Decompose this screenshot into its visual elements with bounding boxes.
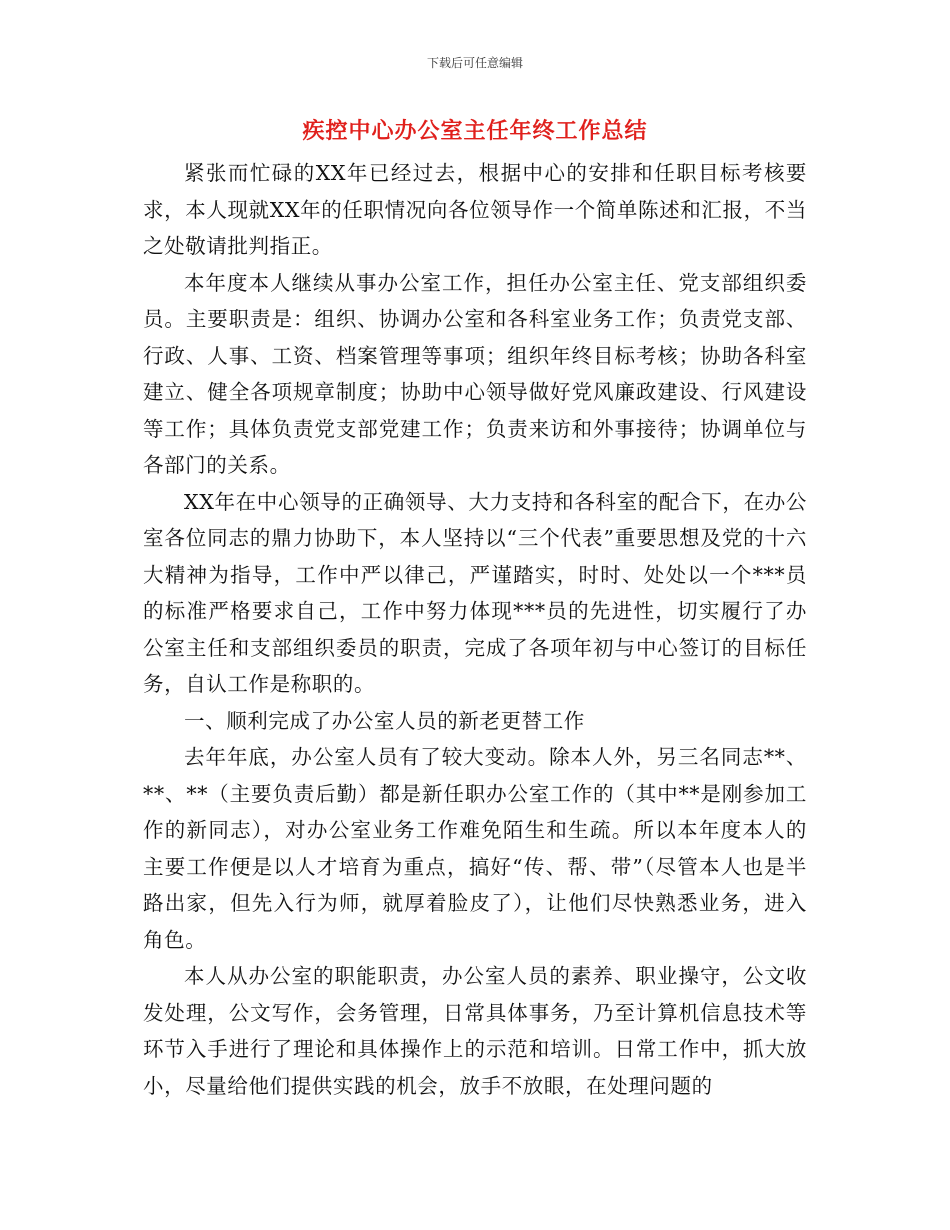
- section-heading-1: 一、顺利完成了办公室人员的新老更替工作: [184, 708, 585, 733]
- document-title: 疾控中心办公室主任年终工作总结: [302, 119, 648, 144]
- paragraph-training: 本人从办公室的职能职责，办公室人员的素养、职业操守，公文收发处理，公文写作，会务管理，日常具体事务，乃至计算机信息技术等环节入手进行了理论和具体操作上的示范和培训。日常工作中，抓大放小，尽量给他们提供实践的机会，放手不放眼，在处理问题的: [143, 964, 807, 1098]
- paragraph-intro: 紧张而忙碌的XX年已经过去，根据中心的安排和任职目标考核要求，本人现就XX年的任职情况向各位领导作一个简单陈述和汇报，不当之处敬请批判指正。: [143, 161, 807, 258]
- paragraph-duties: 本年度本人继续从事办公室工作，担任办公室主任、党支部组织委员。主要职责是：组织、协调办公室和各科室业务工作；负责党支部、行政、人事、工资、档案管理等事项；组织年终目标考核；协助各科室建立、健全各项规章制度；协助中心领导做好党风廉政建设、行风建设等工作；具体负责党支部党建工作；负责来访和外事接待；协调单位与各部门的关系。: [143, 270, 807, 477]
- paragraph-summary: XX年在中心领导的正确领导、大力支持和各科室的配合下，在办公室各位同志的鼎力协助下，本人坚持以“三个代表”重要思想及党的十六大精神为指导，工作中严以律己，严谨踏实，时时、处处以一个***员的标准严格要求自己，工作中努力体现***员的先进性，切实履行了办公室主任和支部组织委员的职责，完成了各项年初与中心签订的目标任务，自认工作是称职的。: [143, 489, 807, 696]
- document-body: [143, 155, 807, 1104]
- page-header-note: 下载后可任意编辑: [426, 56, 523, 70]
- paragraph-staff-change: 去年年底，办公室人员有了较大变动。除本人外，另三名同志**、**、**（主要负责后勤）都是新任职办公室工作的（其中**是刚参加工作的新同志），对办公室业务工作难免陌生和生疏。所以本年度本人的主要工作便是以人才培育为重点，搞好“传、帮、带”（尽管本人也是半路出家，但先入行为师，就厚着脸皮了），让他们尽快熟悉业务，进入角色。: [143, 745, 807, 952]
